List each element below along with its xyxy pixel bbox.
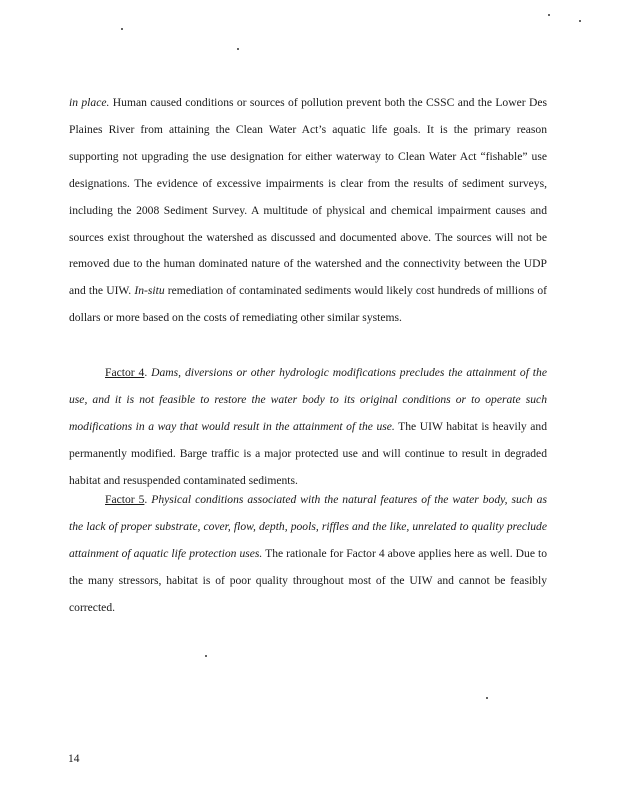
factor-heading: Factor 5	[105, 493, 145, 506]
factor-criterion-italic: Physical conditions associated with the natural features of the water body, such as the lack of proper substrate, cover, flow, depth, pools, riffles and the like, unrelated to quality preclude attainment of aquatic life protection uses.	[69, 493, 547, 560]
paragraph-text-continued: remediation of contaminated sediments would likely cost hundreds of millions of dollars or more based on the costs of remediating other similar systems.	[69, 284, 548, 325]
body-paragraph-1	[69, 90, 547, 332]
body-paragraph-factor-5	[69, 487, 547, 622]
factor-separator: .	[144, 493, 152, 506]
scan-speck	[579, 20, 581, 22]
scan-speck	[205, 655, 207, 657]
paragraph-text: Human caused conditions or sources of pollution prevent both the CSSC and the Lower Des Plaines River from attaining the Clean Water Act’s aquatic life goals. It is the primary reason supporting not upgrading the use designation for either waterway to Clean Water Act “fishable” use designations. The evidence of excessive impairments is clear from the results of sediment surveys, including the 2008 Sediment Survey. A multitude of physical and chemical impairment causes and sources exist throughout the watershed as discussed and documented above. The sources will not be removed due to the human dominated nature of the watershed and the connectivity between the UDP and the UIW.	[69, 96, 547, 298]
page-number: 14	[68, 753, 80, 765]
scan-speck	[548, 14, 550, 16]
scan-speck	[121, 28, 123, 30]
paragraph-lead-italic: in place.	[69, 96, 110, 109]
body-paragraph-factor-4	[69, 360, 547, 495]
paragraph-text: The UIW habitat is heavily and permanently modified. Barge traffic is a major protected use and will continue to result in degraded habitat and resuspended contaminated sediments.	[69, 419, 548, 487]
factor-heading: Factor 4	[105, 366, 145, 379]
factor-criterion-italic: Dams, diversions or other hydrologic modifications precludes the attainment of the use, and it is not feasible to restore the water body to its original conditions or to operate such modifications in a way that would result in the attainment of the use.	[69, 366, 547, 433]
italic-term: In-situ	[134, 284, 165, 298]
scan-speck	[486, 697, 488, 699]
paragraph-text: The rationale for Factor 4 above applies here as well. Due to the many stressors, habitat is of poor quality throughout most of the UIW and cannot be feasibly corrected.	[69, 546, 547, 614]
factor-separator: .	[144, 366, 152, 379]
scan-speck	[237, 48, 239, 50]
